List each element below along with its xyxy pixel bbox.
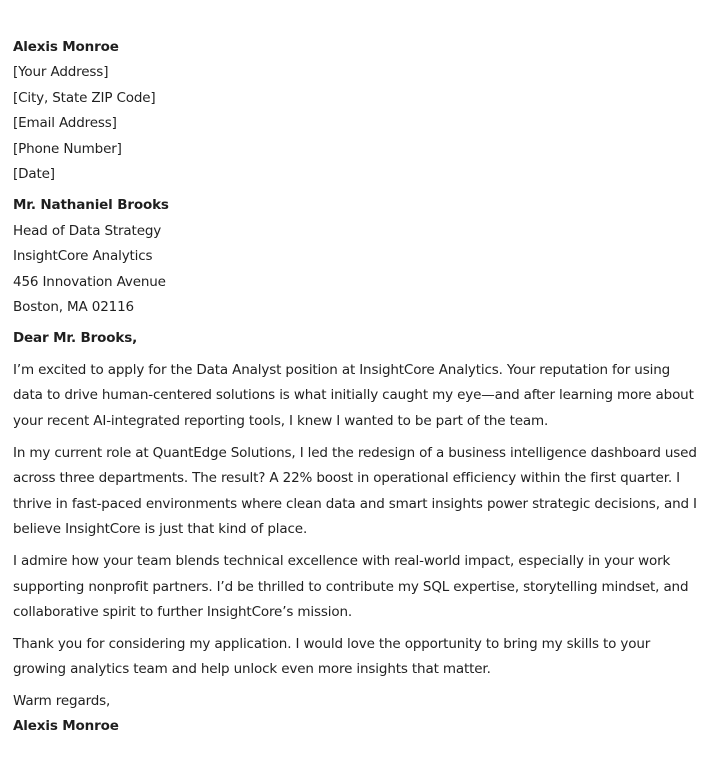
recipient-company: InsightCore Analytics — [13, 248, 153, 265]
body-paragraph-2: In my current role at QuantEdge Solutions, I led the redesign of a business intelligence dashboard used across three departments. The result? A 22% boost in operational efficiency within the first quarter. I thrive in fast-paced environments where clean data and smart insights power strategic decisions, and I believe InsightCore is just that kind of place. — [13, 444, 697, 538]
sender-email: [Email Address] — [13, 115, 117, 132]
letter-date: [Date] — [13, 166, 55, 183]
sender-name: Alexis Monroe — [13, 39, 119, 55]
closing-phrase: Warm regards, — [13, 693, 111, 709]
recipient-block — [13, 193, 703, 320]
sender-block — [13, 35, 703, 187]
sender-address: [Your Address] — [13, 64, 109, 81]
sender-city-state-zip: [City, State ZIP Code] — [13, 89, 156, 106]
body-paragraph-4: Thank you for considering my application. I would love the opportunity to bring my skills to your growing analytics team and help unlock even more insights that matter. — [13, 635, 651, 678]
closing-block — [13, 689, 703, 740]
recipient-title: Head of Data Strategy — [13, 222, 162, 239]
body-paragraph-3: I admire how your team blends technical excellence with real-world impact, especially in your work supporting nonprofit partners. I’d be thrilled to contribute my SQL expertise, storytelling mindset, and collaborative spirit to further InsightCore’s mission. — [13, 553, 689, 621]
recipient-name: Mr. Nathaniel Brooks — [13, 197, 169, 214]
body-paragraph-1: I’m excited to apply for the Data Analyst position at InsightCore Analytics. Your reputation for using data to drive human-centered solutions is what initially caught my eye—and after learning more about your recent AI-integrated reporting tools, I knew I wanted to be part of the team. — [13, 361, 694, 430]
signature-name: Alexis Monroe — [13, 718, 119, 735]
sender-phone: [Phone Number] — [13, 140, 122, 157]
salutation: Dear Mr. Brooks, — [13, 330, 138, 347]
recipient-city: Boston, MA 02116 — [13, 299, 134, 316]
recipient-street: 456 Innovation Avenue — [13, 273, 166, 290]
